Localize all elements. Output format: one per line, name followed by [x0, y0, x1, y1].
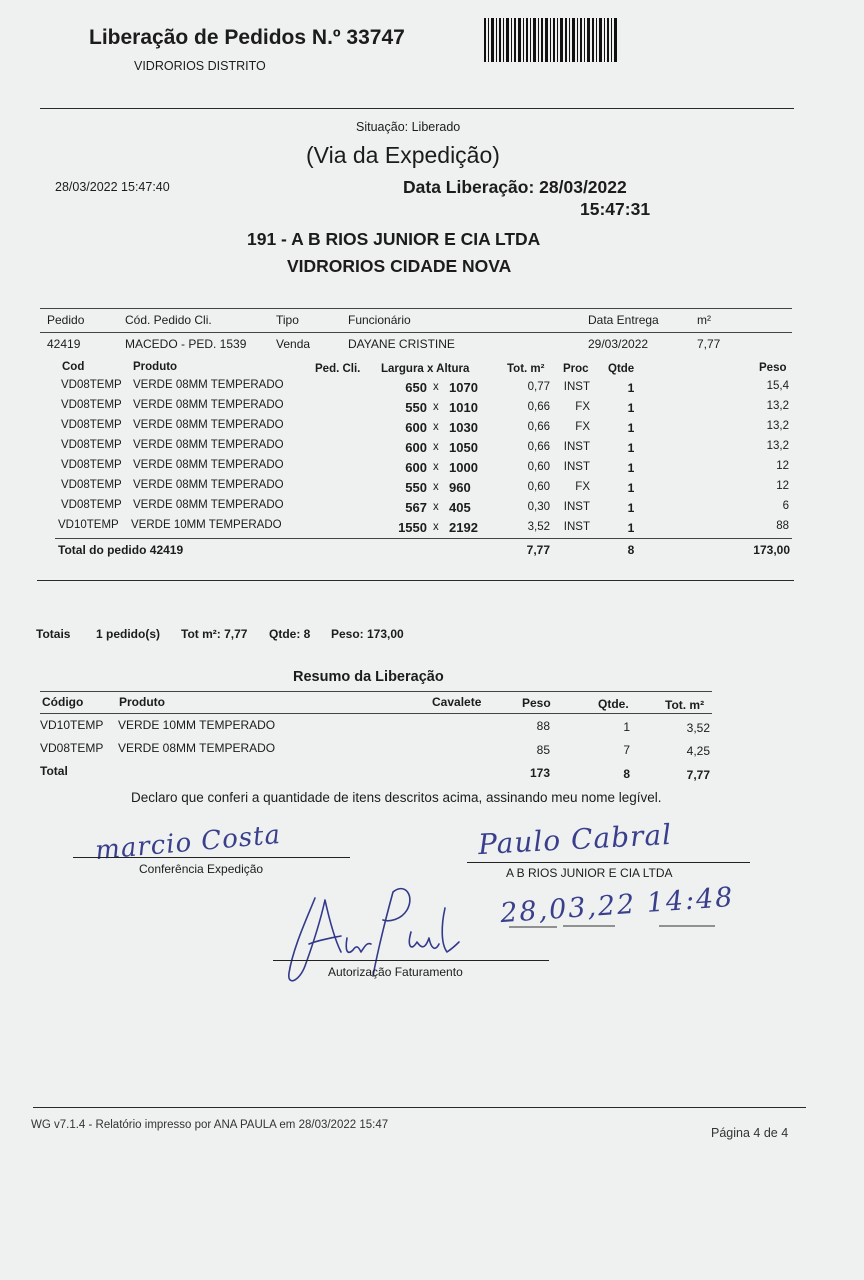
totais-peso: Peso: 173,00: [331, 627, 404, 641]
items-col-dims: Largura x Altura: [381, 363, 470, 375]
item-cod: VD08TEMP: [61, 379, 122, 391]
resumo-divider-mid: [40, 713, 712, 714]
resumo-produto: VERDE 10MM TEMPERADO: [118, 718, 276, 732]
col-pedido-label: Pedido: [47, 313, 85, 327]
item-proc: INST: [563, 381, 590, 393]
item-qtde: 1: [627, 441, 635, 455]
resumo-tot-m2: 4,25: [686, 744, 710, 758]
resumo-qtde: 7: [623, 743, 630, 757]
item-altura: 1030: [449, 420, 478, 435]
item-tot-m2: 0,77: [527, 381, 550, 393]
item-produto: VERDE 10MM TEMPERADO: [131, 519, 282, 531]
items-col-produto: Produto: [133, 361, 178, 373]
footer-printed-by: WG v7.1.4 - Relatório impresso por ANA PAULA em 28/03/2022 15:47: [31, 1119, 389, 1131]
item-peso: 15,4: [766, 380, 789, 392]
resumo-codigo: VD10TEMP: [40, 718, 104, 732]
footer-page-number: Página 4 de 4: [711, 1126, 789, 1140]
resumo-qtde: 1: [623, 720, 630, 734]
item-cod: VD08TEMP: [61, 399, 122, 411]
item-altura: 960: [449, 480, 471, 495]
item-largura: 550: [405, 480, 427, 495]
item-cod: VD08TEMP: [61, 419, 122, 431]
autorizacao-label: Autorização Faturamento: [328, 965, 463, 979]
item-qtde: 1: [627, 521, 635, 535]
section-divider: [37, 580, 794, 581]
items-col-cod: Cod: [62, 361, 85, 373]
handwritten-date: 28,03,22 14:48: [499, 881, 736, 930]
item-tot-m2: 0,60: [527, 481, 550, 493]
item-cod: VD08TEMP: [61, 499, 122, 511]
items-col-tot-m2: Tot. m²: [507, 363, 545, 375]
items-col-proc: Proc: [563, 363, 589, 375]
resumo-col-peso: Peso: [522, 696, 551, 710]
item-tot-m2: 0,66: [527, 421, 550, 433]
order-divider-mid: [40, 332, 792, 333]
item-peso: 6: [782, 500, 789, 512]
item-largura: 600: [405, 440, 427, 455]
m2-value: 7,77: [697, 337, 721, 351]
signature-line-client: [467, 862, 750, 863]
item-qtde: 1: [627, 421, 635, 435]
item-peso: 88: [776, 520, 789, 532]
resumo-col-codigo: Código: [42, 695, 84, 709]
item-peso: 12: [776, 480, 789, 492]
resumo-produto: VERDE 08MM TEMPERADO: [118, 741, 276, 755]
item-x: x: [433, 421, 439, 433]
barcode: [484, 18, 618, 62]
item-qtde: 1: [627, 501, 635, 515]
col-m2-label: m²: [697, 313, 711, 327]
handwritten-signature-conferencia: marcio Costa: [94, 819, 283, 867]
order-total-m2: 7,77: [526, 543, 550, 557]
item-proc: INST: [563, 521, 590, 533]
item-altura: 1010: [449, 400, 478, 415]
item-peso: 13,2: [766, 400, 789, 412]
resumo-col-qtde: Qtde.: [598, 697, 629, 711]
resumo-col-cavalete: Cavalete: [432, 695, 482, 709]
item-tot-m2: 0,66: [527, 441, 550, 453]
item-altura: 405: [449, 500, 471, 515]
hora-liberacao: 15:47:31: [580, 199, 651, 219]
col-tipo-label: Tipo: [276, 313, 299, 327]
item-altura: 1050: [449, 440, 478, 455]
order-total-qtde: 8: [627, 543, 635, 557]
resumo-total-m2: 7,77: [686, 768, 710, 782]
col-data-entrega-label: Data Entrega: [588, 313, 659, 327]
totais-m2: Tot m²: 7,77: [181, 627, 248, 641]
order-total-label: Total do pedido 42419: [58, 543, 184, 557]
item-largura: 650: [405, 380, 427, 395]
resumo-peso: 88: [536, 719, 550, 733]
totais-label: Totais: [36, 627, 71, 641]
data-entrega-value: 29/03/2022: [588, 337, 649, 351]
company-name: VIDRORIOS DISTRITO: [134, 59, 266, 73]
item-proc: FX: [575, 481, 590, 493]
resumo-col-tot-m2: Tot. m²: [665, 698, 705, 712]
signature-line-conferencia: [73, 857, 350, 858]
item-largura: 1550: [398, 520, 427, 535]
pedido-value: 42419: [47, 337, 81, 351]
item-tot-m2: 0,66: [527, 401, 550, 413]
conferencia-label: Conferência Expedição: [139, 862, 264, 876]
item-x: x: [433, 401, 439, 413]
item-altura: 1070: [449, 380, 478, 395]
item-proc: INST: [563, 501, 590, 513]
item-x: x: [433, 481, 439, 493]
item-cod: VD08TEMP: [61, 479, 122, 491]
resumo-total-qtde: 8: [623, 767, 630, 781]
item-proc: INST: [563, 461, 590, 473]
resumo-codigo: VD08TEMP: [40, 741, 104, 755]
totais-qtde: Qtde: 8: [269, 627, 311, 641]
resumo-title: Resumo da Liberação: [293, 669, 444, 685]
item-produto: VERDE 08MM TEMPERADO: [133, 439, 284, 451]
resumo-col-produto: Produto: [119, 695, 165, 709]
item-x: x: [433, 521, 439, 533]
handwritten-signature-client: Paulo Cabral: [477, 817, 673, 862]
print-datetime: 28/03/2022 15:47:40: [55, 180, 170, 194]
item-x: x: [433, 501, 439, 513]
item-proc: FX: [575, 401, 590, 413]
item-peso: 13,2: [766, 440, 789, 452]
client-signature-label: A B RIOS JUNIOR E CIA LTDA: [506, 866, 673, 880]
col-funcionario-label: Funcionário: [348, 313, 411, 327]
item-largura: 567: [405, 500, 427, 515]
item-cod: VD08TEMP: [61, 459, 122, 471]
items-col-peso: Peso: [759, 362, 787, 374]
item-x: x: [433, 461, 439, 473]
item-tot-m2: 0,60: [527, 461, 550, 473]
item-qtde: 1: [627, 381, 635, 395]
declaration-text: Declaro que conferi a quantidade de itens descritos acima, assinando meu nome legível.: [131, 790, 662, 805]
item-produto: VERDE 08MM TEMPERADO: [133, 459, 284, 471]
date-underlines: [505, 918, 720, 932]
item-proc: INST: [563, 441, 590, 453]
footer-divider: [33, 1107, 806, 1108]
item-produto: VERDE 08MM TEMPERADO: [133, 379, 284, 391]
item-cod: VD08TEMP: [61, 439, 122, 451]
document-title: Liberação de Pedidos N.º 33747: [89, 26, 405, 49]
resumo-total-label: Total: [40, 764, 68, 778]
item-altura: 1000: [449, 460, 478, 475]
funcionario-value: DAYANE CRISTINE: [348, 337, 455, 351]
item-altura: 2192: [449, 520, 478, 535]
item-tot-m2: 3,52: [527, 521, 550, 533]
col-cod-cli-label: Cód. Pedido Cli.: [125, 313, 212, 327]
item-qtde: 1: [627, 461, 635, 475]
item-qtde: 1: [627, 401, 635, 415]
tipo-value: Venda: [276, 337, 311, 351]
item-x: x: [433, 441, 439, 453]
client-name: 191 - A B RIOS JUNIOR E CIA LTDA: [247, 229, 541, 249]
data-liberacao: Data Liberação: 28/03/2022: [403, 177, 627, 197]
via-label: (Via da Expedição): [306, 142, 500, 168]
header-divider: [40, 108, 794, 109]
item-cod: VD10TEMP: [58, 519, 119, 531]
total-divider: [55, 538, 792, 539]
item-produto: VERDE 08MM TEMPERADO: [133, 479, 284, 491]
resumo-total-peso: 173: [529, 766, 550, 780]
cod-cli-value: MACEDO - PED. 1539: [125, 337, 247, 351]
item-largura: 550: [405, 400, 427, 415]
item-produto: VERDE 08MM TEMPERADO: [133, 399, 284, 411]
order-total-peso: 173,00: [753, 543, 790, 557]
item-x: x: [433, 381, 439, 393]
item-produto: VERDE 08MM TEMPERADO: [133, 419, 284, 431]
item-peso: 12: [776, 460, 789, 472]
client-branch: VIDRORIOS CIDADE NOVA: [287, 256, 512, 276]
resumo-tot-m2: 3,52: [686, 721, 710, 735]
item-produto: VERDE 08MM TEMPERADO: [133, 499, 284, 511]
resumo-divider-top: [40, 691, 712, 692]
signature-line-autorizacao: [273, 960, 549, 961]
items-col-qtde: Qtde: [608, 363, 635, 375]
resumo-peso: 85: [536, 743, 550, 757]
item-largura: 600: [405, 420, 427, 435]
item-tot-m2: 0,30: [527, 501, 550, 513]
items-col-ped-cli: Ped. Cli.: [315, 363, 361, 375]
totais-pedidos: 1 pedido(s): [96, 627, 161, 641]
order-divider-top: [40, 308, 792, 309]
item-largura: 600: [405, 460, 427, 475]
item-qtde: 1: [627, 481, 635, 495]
situacao-status: Situação: Liberado: [356, 120, 461, 134]
item-proc: FX: [575, 421, 590, 433]
item-peso: 13,2: [766, 420, 789, 432]
